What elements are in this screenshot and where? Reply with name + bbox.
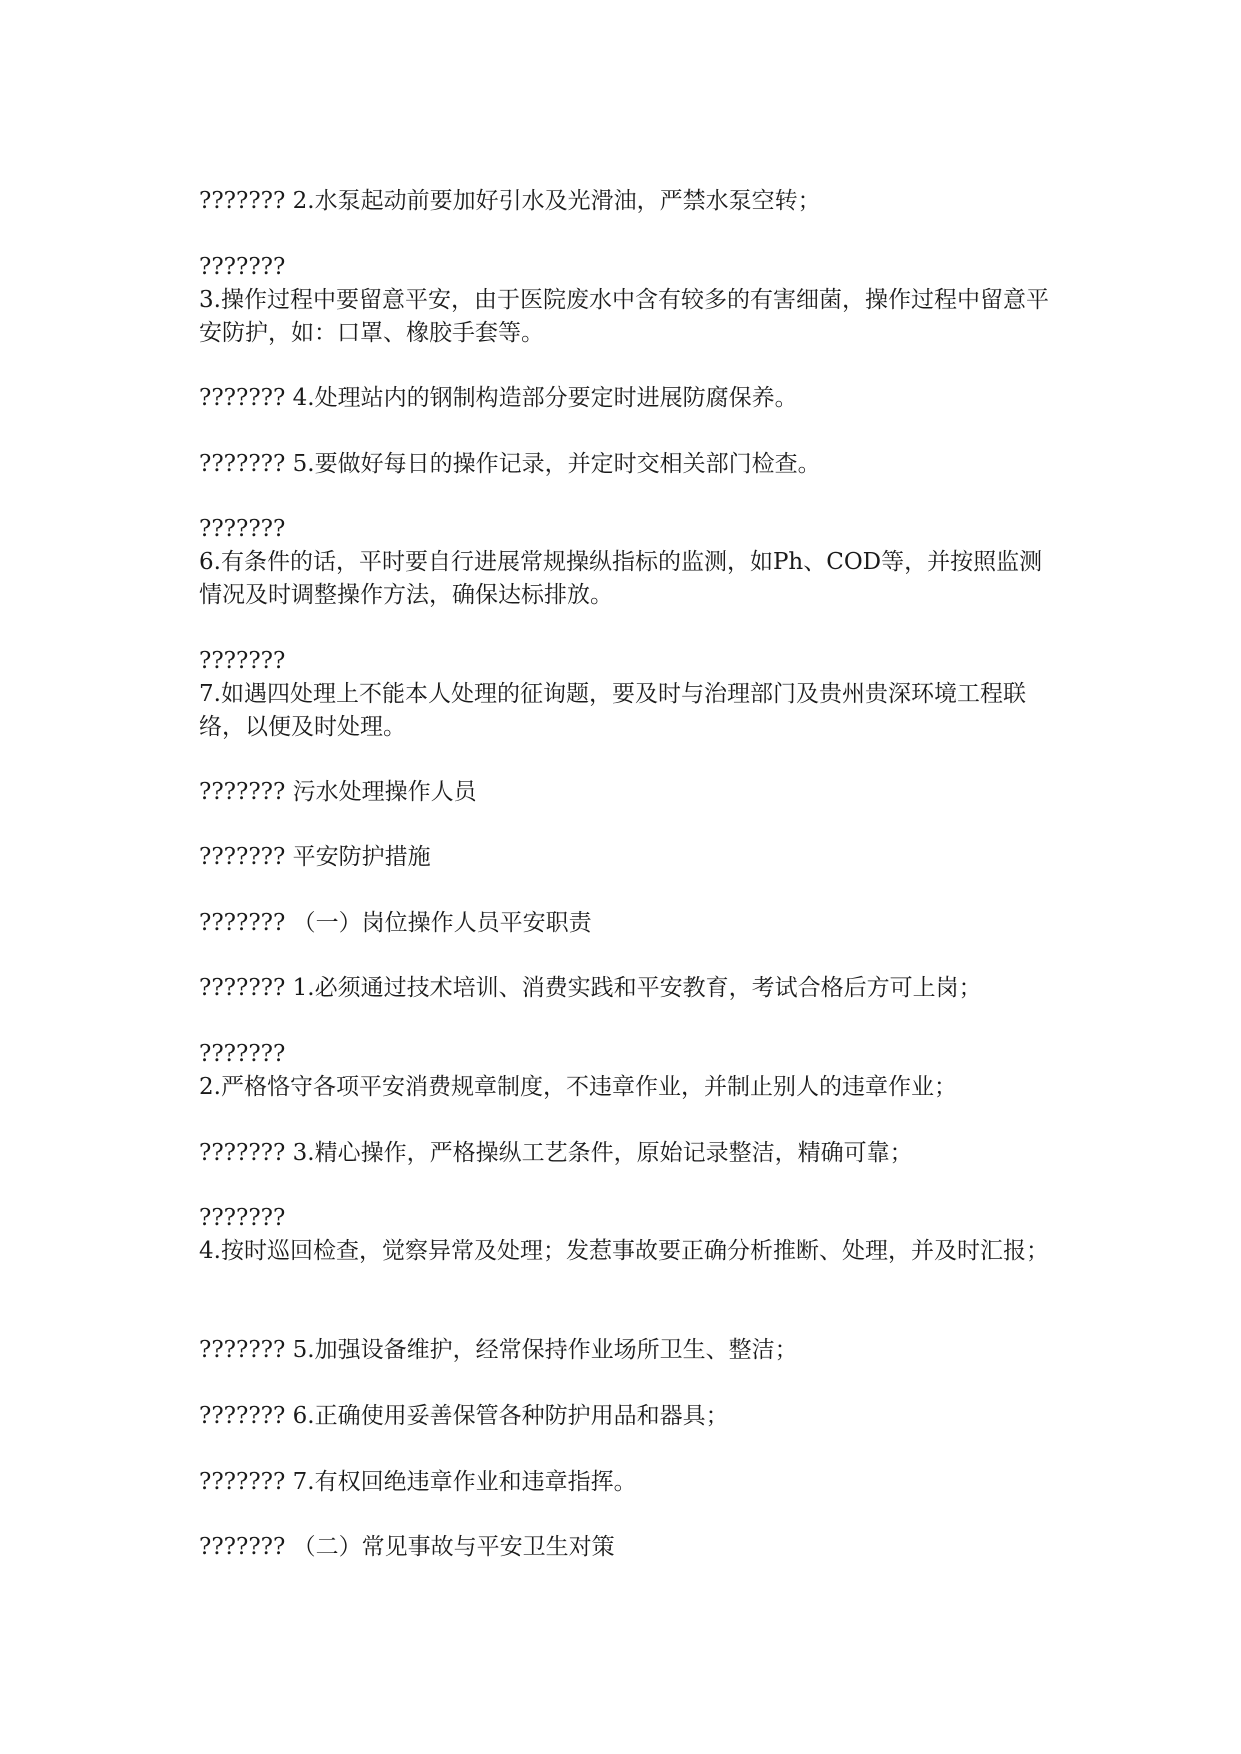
heading-safety-measures: ??????? 平安防护措施 <box>199 844 431 870</box>
paragraph-daily-records: ??????? 5.要做好每日的操作记录，并定时交相关部门检查。 <box>199 451 821 477</box>
paragraph-pump-startup: ??????? 2.水泵起动前要加好引水及光滑油，严禁水泵空转； <box>199 188 821 214</box>
paragraph-duty-3: ??????? 3.精心操作，严格操纵工艺条件，原始记录整洁，精确可靠； <box>199 1140 913 1166</box>
heading-duties: ??????? （一）岗位操作人员平安职责 <box>199 910 592 936</box>
paragraph-monitoring: ??????? 6.有条件的话，平时要自行进展常规操纵指标的监测，如Ph、COD等，并按照监测情况及时调整操作方法，确保达标排放。 <box>199 516 1043 608</box>
paragraph-duty-5: ??????? 5.加强设备维护，经常保持作业场所卫生、整洁； <box>199 1337 798 1363</box>
paragraph-contact: ??????? 7.如遇四处理上不能本人处理的征询题，要及时与治理部门及贵州贵深环境工程联络，以便及时处理。 <box>199 648 1026 740</box>
paragraph-duty-7: ??????? 7.有权回绝违章作业和违章指挥。 <box>199 1469 637 1495</box>
paragraph-operation-safety: ??????? 3.操作过程中要留意平安，由于医院废水中含有较多的有害细菌，操作过程中留意平安防护，如：口罩、橡胶手套等。 <box>199 254 1049 346</box>
paragraph-anticorrosion: ??????? 4.处理站内的钢制构造部分要定时进展防腐保养。 <box>199 385 798 411</box>
paragraph-duty-4: ??????? 4.按时巡回检查，觉察异常及处理；发惹事故要正确分析推断、处理，并及时汇报； <box>199 1205 1049 1264</box>
paragraph-duty-2: ??????? 2.严格恪守各项平安消费规章制度，不违章作业，并制止别人的违章作业； <box>199 1041 957 1100</box>
paragraph-duty-6: ??????? 6.正确使用妥善保管各种防护用品和器具； <box>199 1403 729 1429</box>
heading-accidents: ??????? （二）常见事故与平安卫生对策 <box>199 1534 615 1560</box>
paragraph-duty-1: ??????? 1.必须通过技术培训、消费实践和平安教育，考试合格后方可上岗； <box>199 975 982 1001</box>
heading-operators: ??????? 污水处理操作人员 <box>199 779 477 805</box>
